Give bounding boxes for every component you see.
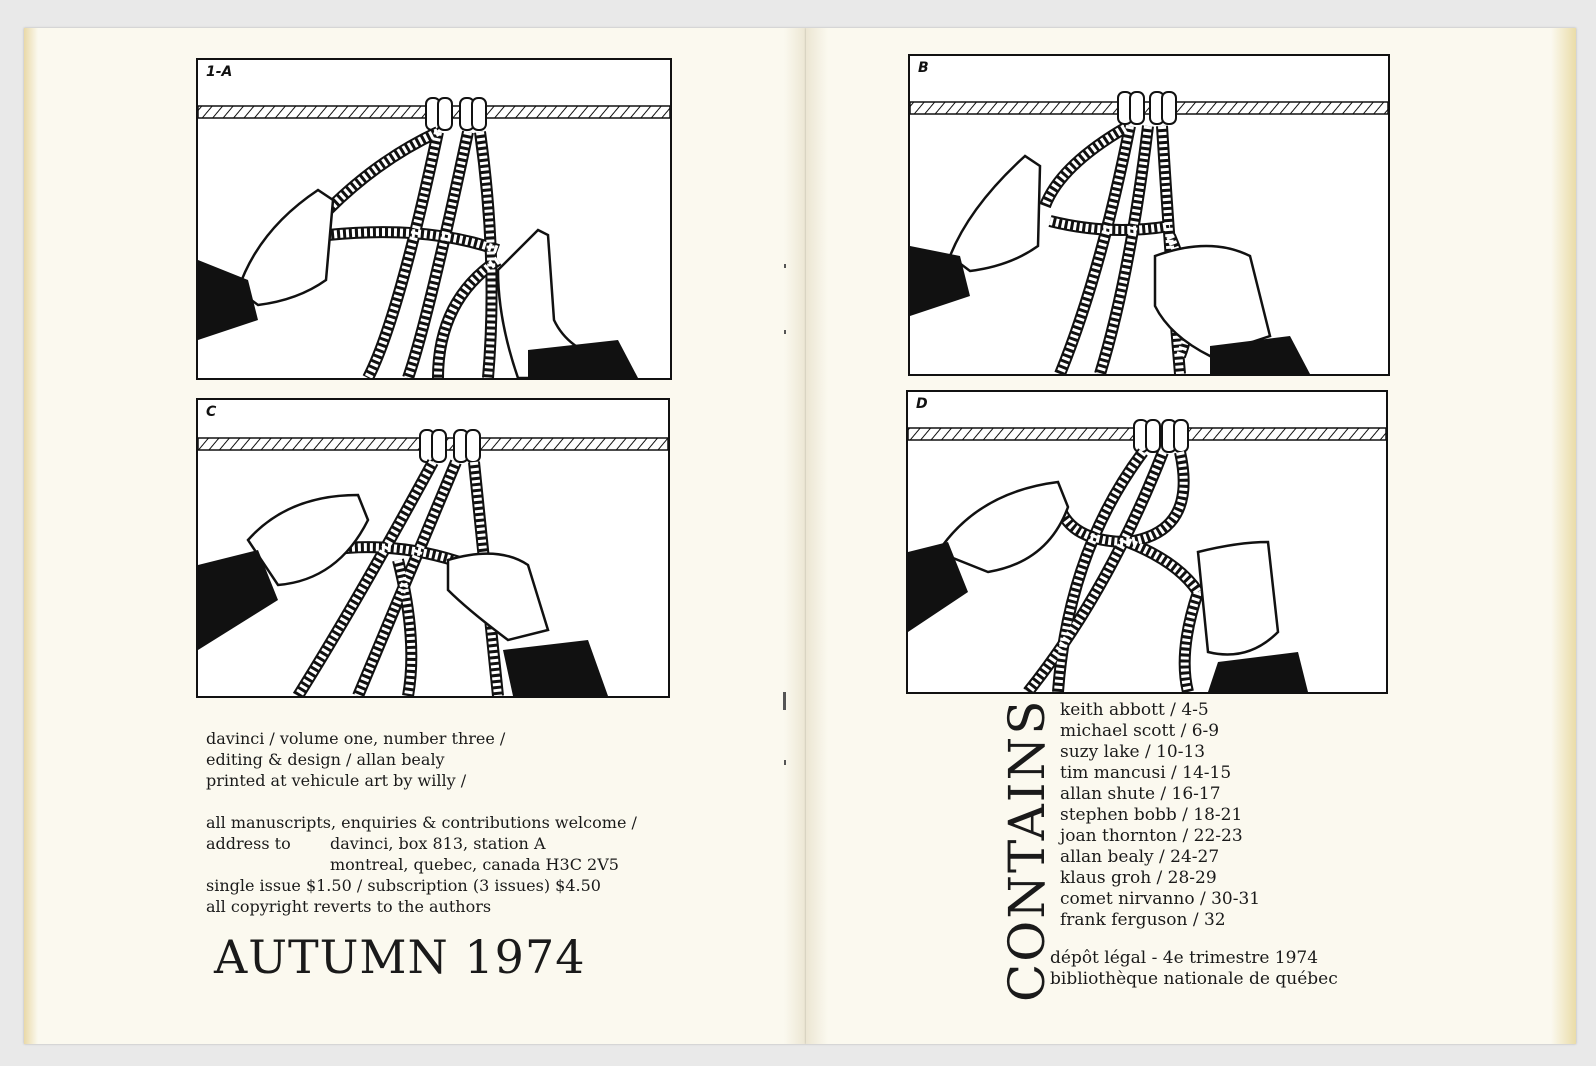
address-label: address to — [206, 834, 291, 853]
rope-knot-illustration — [910, 56, 1388, 374]
rope-knot-illustration — [198, 400, 668, 696]
knot-illustration-panel-d — [906, 390, 1388, 694]
toc-item: keith abbott / 4-5 — [1060, 700, 1209, 720]
gutter-mark — [784, 760, 786, 765]
issue-title: AUTUMN 1974 — [214, 930, 586, 984]
toc-item: joan thornton / 22-23 — [1060, 826, 1243, 846]
knot-illustration-panel-b — [908, 54, 1390, 376]
gutter-mark — [783, 692, 786, 710]
copyright-line: all copyright reverts to the authors — [206, 897, 492, 916]
address-line: davinci, box 813, station A — [330, 834, 546, 853]
knot-illustration-panel-a — [196, 58, 672, 380]
toc-item: tim mancusi / 14-15 — [1060, 763, 1232, 783]
legal-deposit — [1050, 948, 1338, 990]
toc-item: comet nirvanno / 30-31 — [1060, 889, 1261, 909]
gutter-mark — [784, 330, 786, 334]
gutter-mark — [784, 264, 786, 268]
toc-item: allan shute / 16-17 — [1060, 784, 1221, 804]
toc-item: allan bealy / 24-27 — [1060, 847, 1220, 867]
table-of-contents — [1060, 700, 1260, 931]
address-block — [206, 854, 746, 875]
toc-item: klaus groh / 28-29 — [1060, 868, 1217, 888]
colophon-line: printed at vehicule art by willy / — [206, 771, 467, 790]
rope-knot-illustration — [908, 392, 1386, 692]
panel-label: 1-A — [206, 64, 233, 80]
colophon-line: all manuscripts, enquiries & contributions welcome / — [206, 813, 637, 832]
address-line: montreal, quebec, canada H3C 2V5 — [330, 855, 619, 874]
legal-line: bibliothèque nationale de québec — [1050, 969, 1338, 989]
colophon-line: editing & design / allan bealy — [206, 750, 445, 769]
toc-item: michael scott / 6-9 — [1060, 721, 1220, 741]
panel-label: C — [206, 404, 217, 420]
toc-item: frank ferguson / 32 — [1060, 910, 1226, 930]
toc-item: stephen bobb / 18-21 — [1060, 805, 1243, 825]
toc-item: suzy lake / 10-13 — [1060, 742, 1206, 762]
price-line: single issue $1.50 / subscription (3 issues) $4.50 — [206, 876, 601, 895]
knot-illustration-panel-c — [196, 398, 670, 698]
colophon-line: davinci / volume one, number three / — [206, 729, 506, 748]
colophon — [206, 728, 746, 917]
panel-label: B — [918, 60, 929, 76]
legal-line: dépôt légal - 4e trimestre 1974 — [1050, 948, 1319, 968]
contents-heading: CONTAINS — [998, 698, 1056, 1002]
rope-knot-illustration — [198, 60, 670, 378]
panel-label: D — [916, 396, 928, 412]
address-block — [206, 833, 746, 854]
